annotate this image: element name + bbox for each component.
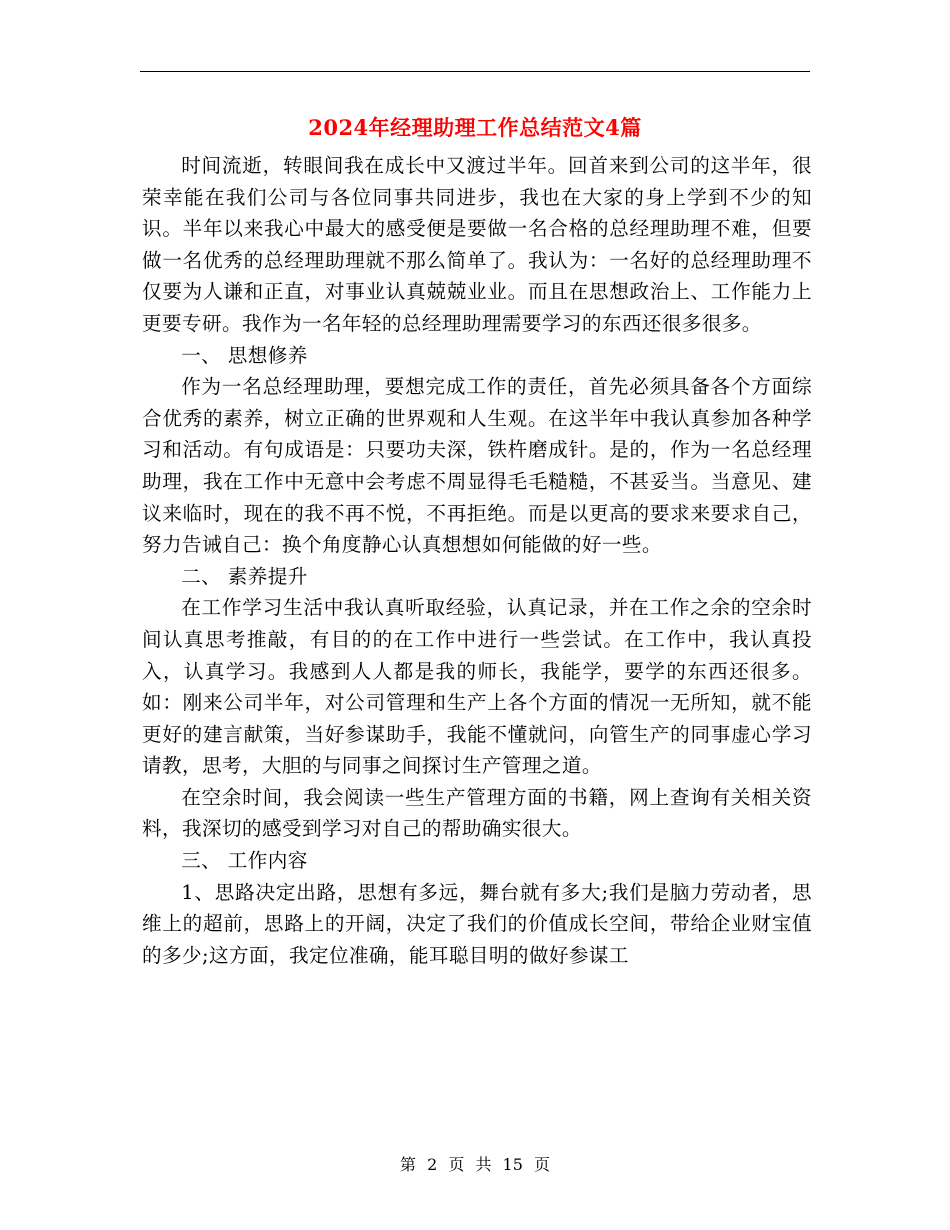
paragraph-section-2b: 在空余时间，我会阅读一些生产管理方面的书籍，网上查询有关相关资料，我深切的感受到学习对自己的帮助确实很大。	[142, 785, 812, 841]
paragraph-section-3: 1、思路决定出路，思想有多远，舞台就有多大;我们是脑力劳动者，思维上的超前，思路上的开阔，决定了我们的价值成长空间，带给企业财宝值的多少;这方面，我定位准确，能耳聪目明的做好参谋工	[142, 880, 812, 967]
section-heading-2: 二、 素养提升	[181, 564, 308, 588]
paragraph-intro: 时间流逝，转眼间我在成长中又渡过半年。回首来到公司的这半年，很荣幸能在我们公司与各位同事共同进步，我也在大家的身上学到不少的知识。半年以来我心中最大的感受便是要做一名合格的总经理助理不难，但要做一名优秀的总经理助理就不那么简单了。我认为：一名好的总经理助理不仅要为人谦和正直，对事业认真兢兢业业。而且在思想政治上、工作能力上更要专研。我作为一名年轻的总经理助理需要学习的东西还很多很多。	[142, 154, 812, 335]
section-heading-1: 一、 思想修养	[181, 343, 308, 367]
paragraph-section-1: 作为一名总经理助理，要想完成工作的责任，首先必须具备各个方面综合优秀的素养，树立正确的世界观和人生观。在这半年中我认真参加各种学习和活动。有句成语是：只要功夫深，铁杵磨成针。是的，作为一名总经理助理，我在工作中无意中会考虑不周显得毛毛糙糙，不甚妥当。当意见、建议来临时，现在的我不再不悦，不再拒绝。而是以更高的要求来要求自己，努力告诫自己：换个角度静心认真想想如何能做的好一些。	[142, 375, 812, 557]
page-number-footer: 第 2 页 共 15 页	[400, 1155, 550, 1174]
header-rule	[140, 71, 810, 72]
paragraph-section-2a: 在工作学习生活中我认真听取经验，认真记录，并在工作之余的空余时间认真思考推敲，有目的的在工作中进行一些尝试。在工作中，我认真投入，认真学习。我感到人人都是我的师长，我能学，要学的东西还很多。如：刚来公司半年，对公司管理和生产上各个方面的情况一无所知，就不能更好的建言献策，当好参谋助手，我能不懂就问，向管生产的同事虚心学习请教，思考，大胆的与同事之间探讨生产管理之道。	[142, 596, 812, 778]
section-heading-3: 三、 工作内容	[181, 849, 308, 873]
document-title: 2024年经理助理工作总结范文4篇	[308, 115, 642, 140]
document-body	[142, 150, 812, 971]
